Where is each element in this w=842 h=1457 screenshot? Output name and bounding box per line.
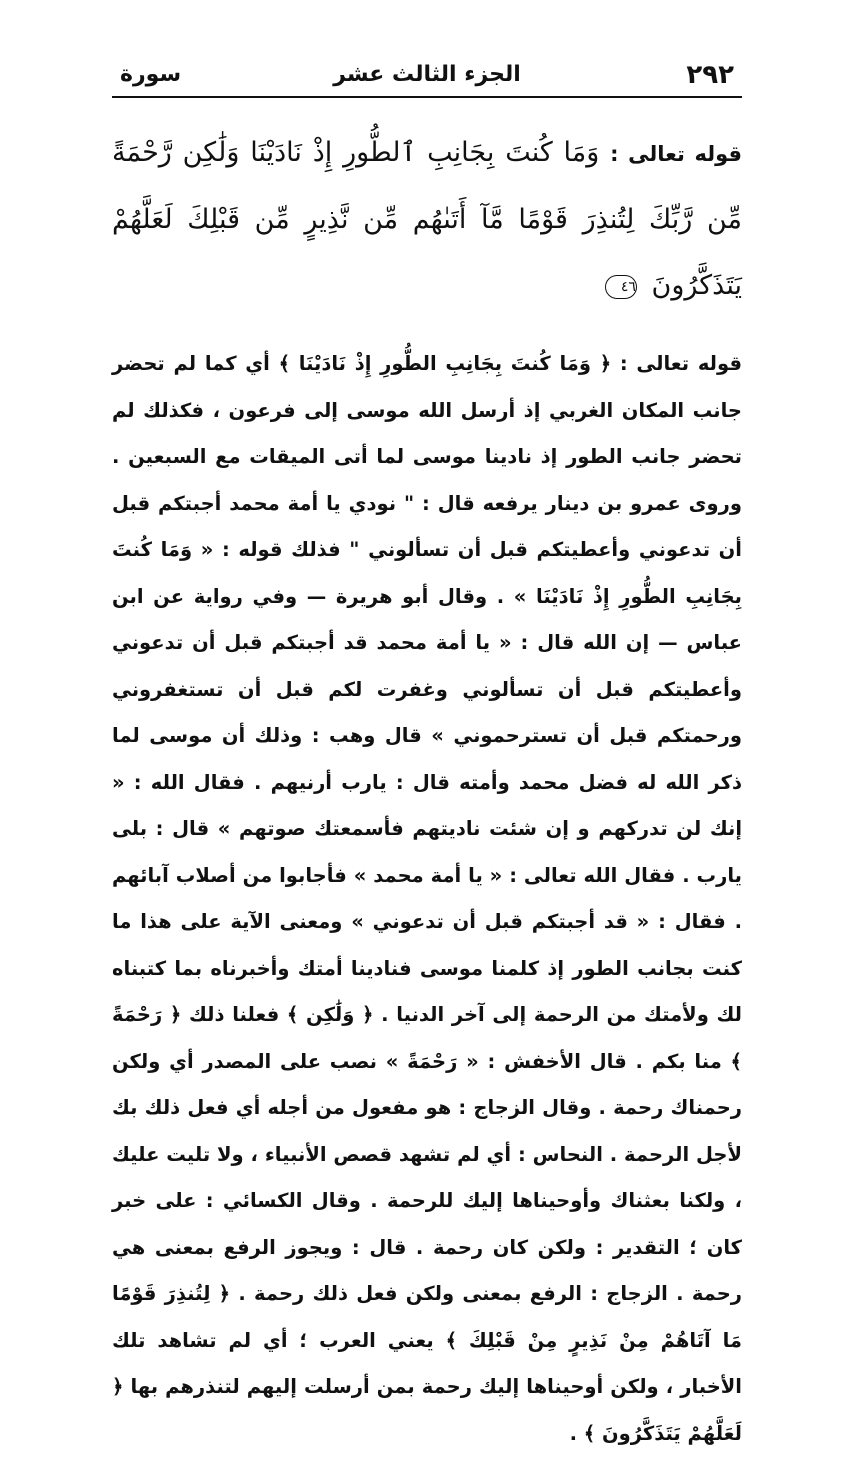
header-rule xyxy=(112,96,742,98)
page-number: ٢٩٢ xyxy=(686,60,734,90)
surah-label: سورة xyxy=(120,62,182,87)
commentary-paragraph: قوله تعالى : ﴿ وَمَا كُنتَ بِجَانِبِ الطُّورِ إِذْ نَادَيْنَا ﴾ أي كما لم تحضر جانب المكان الغربي إذ أرسل الله موسى إلى فرعون ، فكذلك لم تحضر جانب الطور إذ نادينا موسى لما أتى الميقات مع السبعين . وروى عمرو بن دينار يرفعه قال : " نودي يا أمة محمد أجبتكم قبل أن تدعوني وأعطيتكم قبل أن تسألوني " فذلك قوله : « وَمَا كُنتَ بِجَانِبِ الطُّورِ إِذْ نَادَيْنَا » . وقال أبو هريرة — وفي رواية عن ابن عباس — إن الله قال : « يا أمة محمد قد أجبتكم قبل أن تدعوني وأعطيتكم قبل أن تسألوني وغفرت لكم قبل أن تستغفروني ورحمتكم قبل أن تسترحموني » قال وهب : وذلك أن موسى لما ذكر الله له فضل محمد وأمته قال : يارب أرنيهم . فقال الله : « إنك لن تدركهم و إن شئت ناديتهم فأسمعتك صوتهم » قال : بلى يارب . فقال الله تعالى : « يا أمة محمد » فأجابوا من أصلاب آبائهم . فقال : « قد أجبتكم قبل أن تدعوني » ومعنى الآية على هذا ما كنت بجانب الطور إذ كلمنا موسى فنادينا أمتك وأخبرناه بما كتبناه لك ولأمتك من الرحمة إلى آخر الدنيا . ﴿ وَلَٰكِن ﴾ فعلنا ذلك ﴿ رَحْمَةً ﴾ منا بكم . قال الأخفش : « رَحْمَةً » نصب على المصدر أي ولكن رحمناك رحمة . وقال الزجاج : هو مفعول من أجله أي فعل ذلك بك لأجل الرحمة . النحاس : أي لم تشهد قصص الأنبياء ، ولا تليت عليك ، ولكنا بعثناك وأوحيناها إليك للرحمة . وقال الكسائي : على خبر كان ؛ التقدير : ولكن كان رحمة . قال : ويجوز الرفع بمعنى هي رحمة . الزجاج : الرفع بمعنى ولكن فعل ذلك رحمة . ﴿ لِتُنذِرَ قَوْمًا مَا آتَاهُمْ مِنْ نَذِيرٍ مِنْ قَبْلِكَ ﴾ يعني العرب ؛ أي لم تشاهد تلك الأخبار ، ولكن أوحيناها إليك رحمة بمن أرسلت إليهم لتنذرهم بها ﴿ لَعَلَّهُمْ يَتَذَكَّرُونَ ﴾ . xyxy=(112,352,742,1445)
verse-intro: قوله تعالى : xyxy=(610,142,743,166)
tafsir-commentary xyxy=(112,341,742,1457)
ayah-number-mark: ٤٦ xyxy=(605,275,637,299)
verse-text: وَمَا كُنتَ بِجَانِبِ ٱلطُّورِ إِذْ نَادَيْنَا وَلَٰكِن رَّحْمَةً مِّن رَّبِّكَ لِتُنذِرَ قَوْمًا مَّآ أَتَىٰهُم مِّن نَّذِيرٍ مِّن قَبْلِكَ لَعَلَّهُمْ يَتَذَكَّرُونَ xyxy=(112,137,742,301)
quran-verse xyxy=(112,120,742,319)
part-title: الجزء الثالث عشر xyxy=(333,62,521,87)
running-header xyxy=(112,54,742,94)
